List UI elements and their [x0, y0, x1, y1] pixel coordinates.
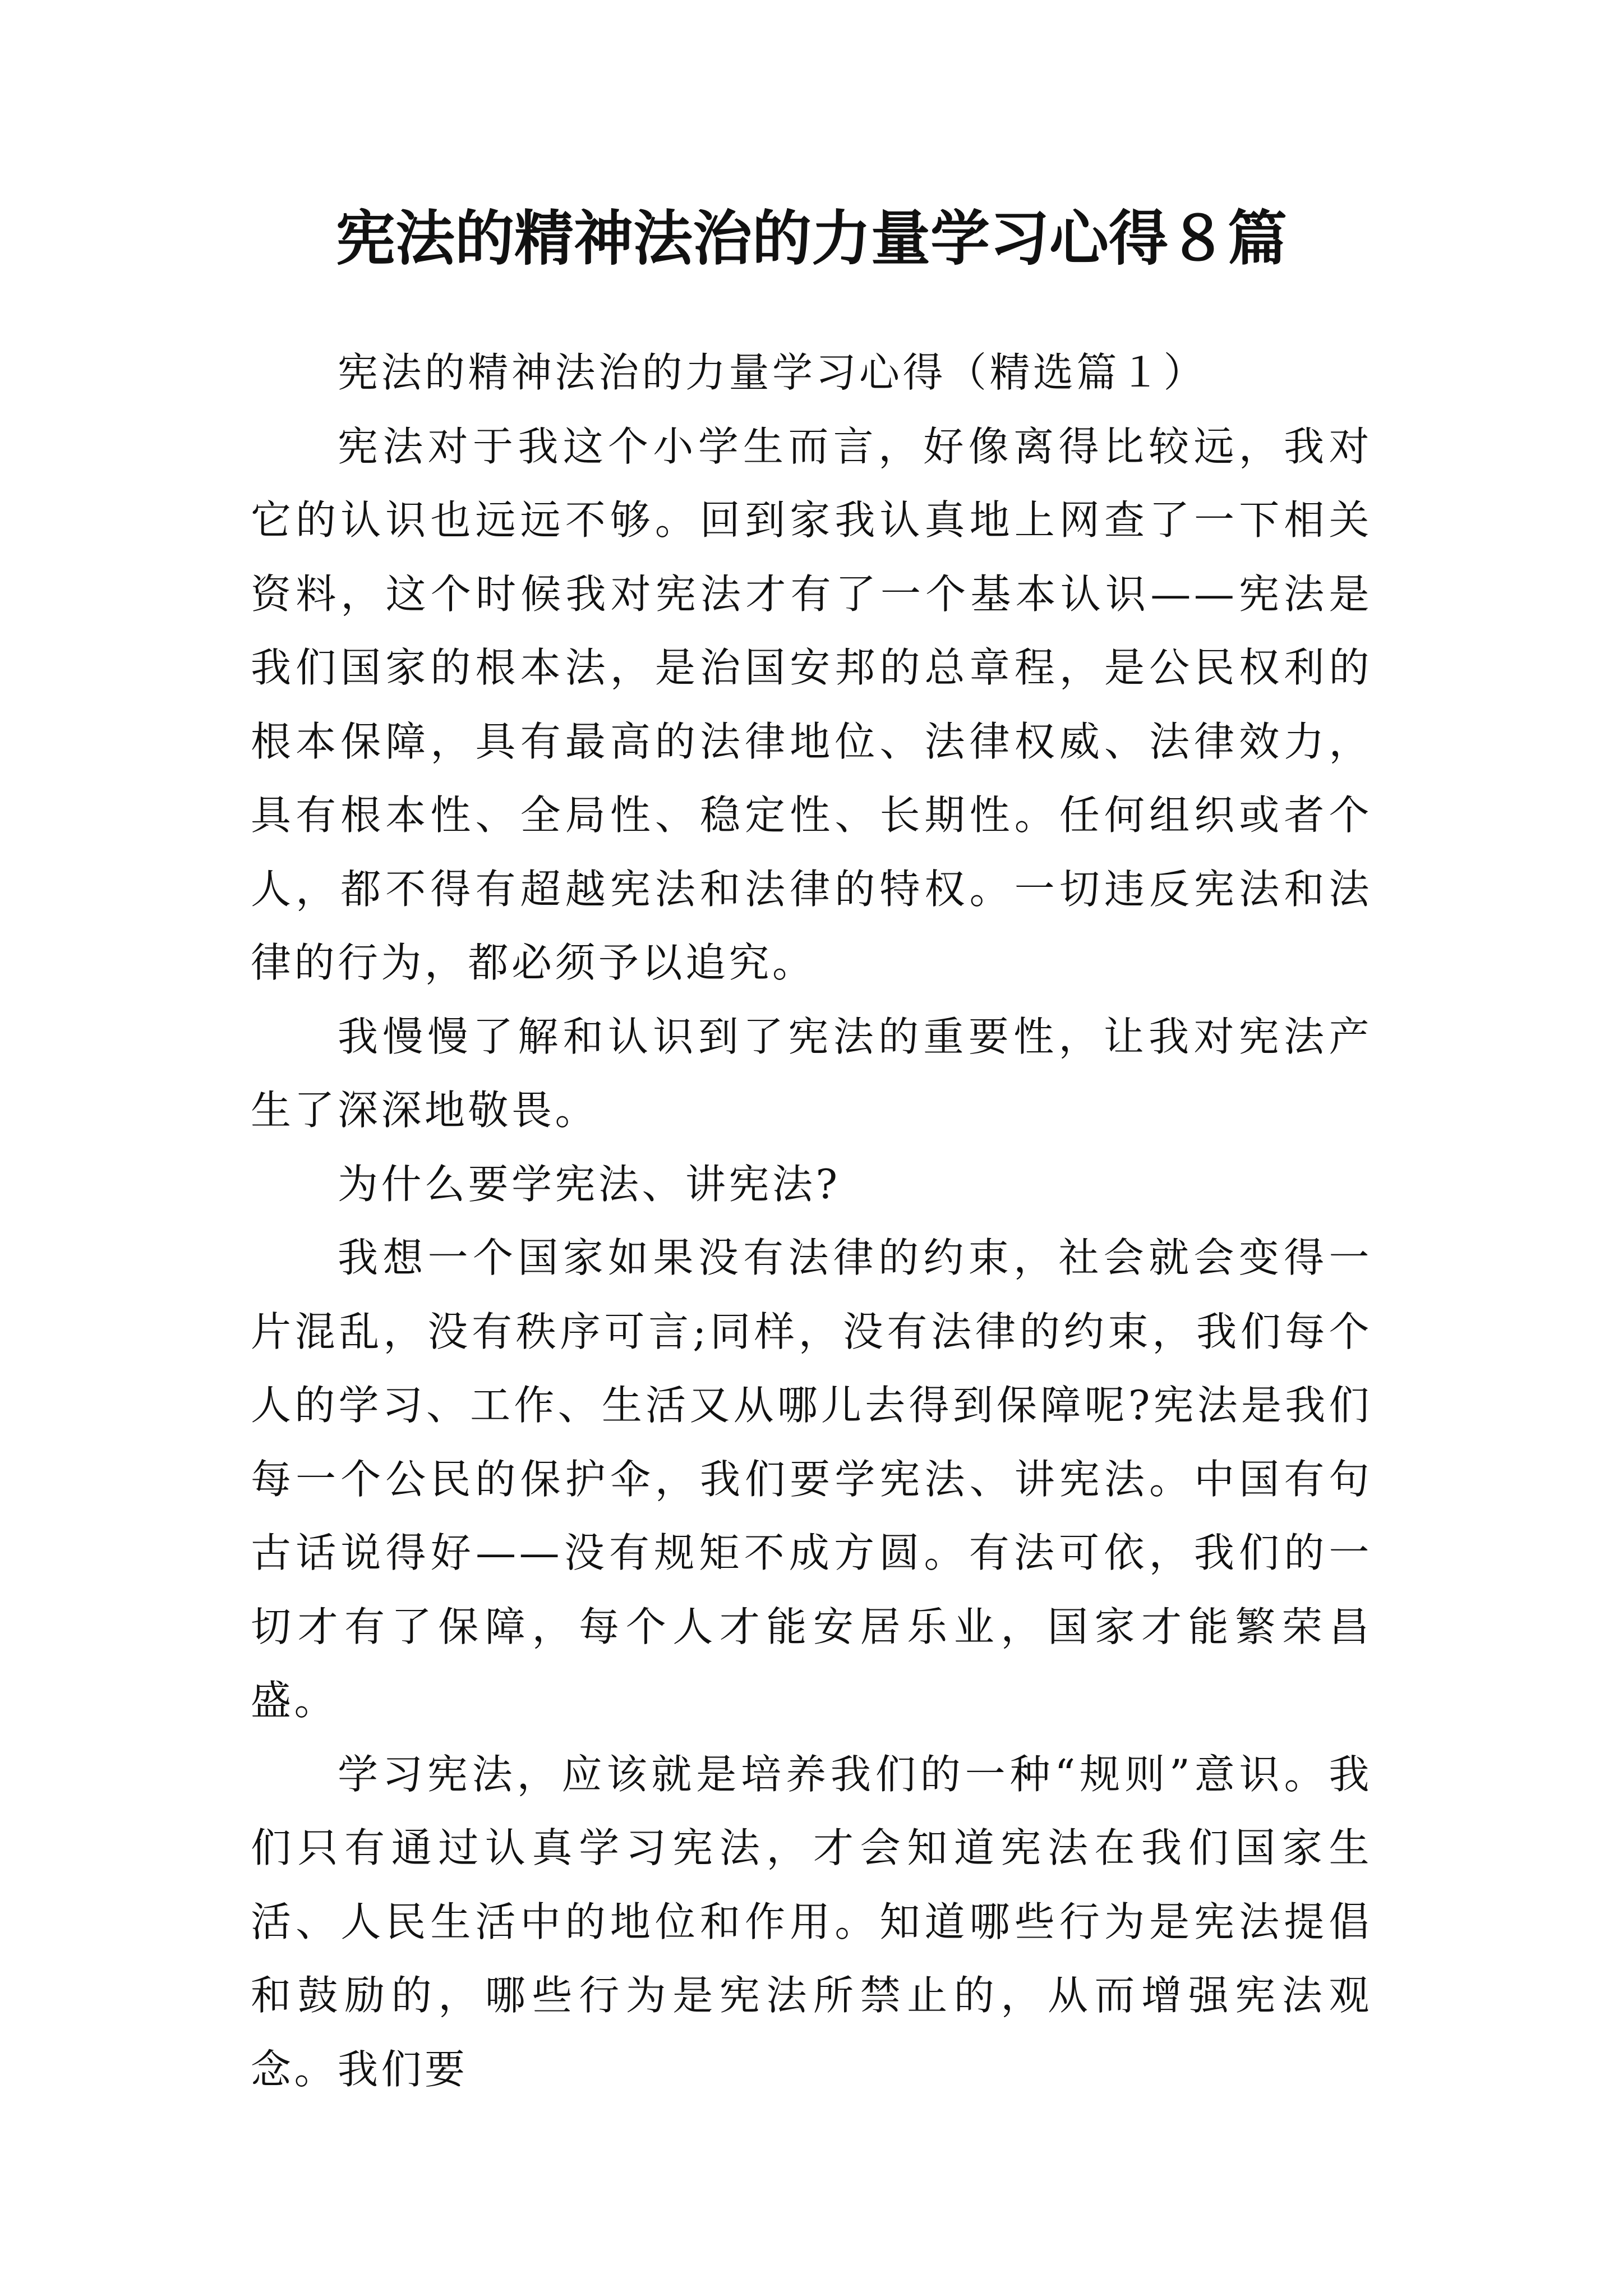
body-paragraph: 为什么要学宪法、讲宪法?: [338, 1160, 841, 1208]
body-paragraph: 我慢慢了解和认识到了宪法的重要性，让我对宪法产生了深深地敬畏。: [251, 1013, 1372, 1134]
document-body: [251, 336, 1372, 2106]
body-paragraph: 学习宪法，应该就是培养我们的一种“规则”意识。我们只有通过认真学习宪法，才会知道宪法在我们国家生活、人民生活中的地位和作用。知道哪些行为是宪法提倡和鼓励的，哪些行为是宪法所禁止的，从而增强宪法观念。我们要: [251, 1750, 1372, 2093]
body-paragraph: 宪法对于我这个小学生而言，好像离得比较远，我对它的认识也远远不够。回到家我认真地上网查了一下相关资料，这个时候我对宪法才有了一个基本认识——宪法是我们国家的根本法，是治国安邦的总章程，是公民权利的根本保障，具有最高的法律地位、法律权威、法律效力，具有根本性、全局性、稳定性、长期性。任何组织或者个人，都不得有超越宪法和法律的特权。一切违反宪法和法律的行为，都必须予以追究。: [251, 422, 1372, 986]
section-heading: 宪法的精神法治的力量学习心得（精选篇１）: [338, 349, 1207, 396]
document-title: 宪法的精神法治的力量学习心得８篇: [336, 203, 1287, 273]
body-paragraph: 我想一个国家如果没有法律的约束，社会就会变得一片混乱，没有秩序可言;同样，没有法律的约束，我们每个人的学习、工作、生活又从哪儿去得到保障呢?宪法是我们每一个公民的保护伞，我们要学宪法、讲宪法。中国有句古话说得好——没有规矩不成方圆。有法可依，我们的一切才有了保障，每个人才能安居乐业，国家才能繁荣昌盛。: [251, 1234, 1372, 1724]
